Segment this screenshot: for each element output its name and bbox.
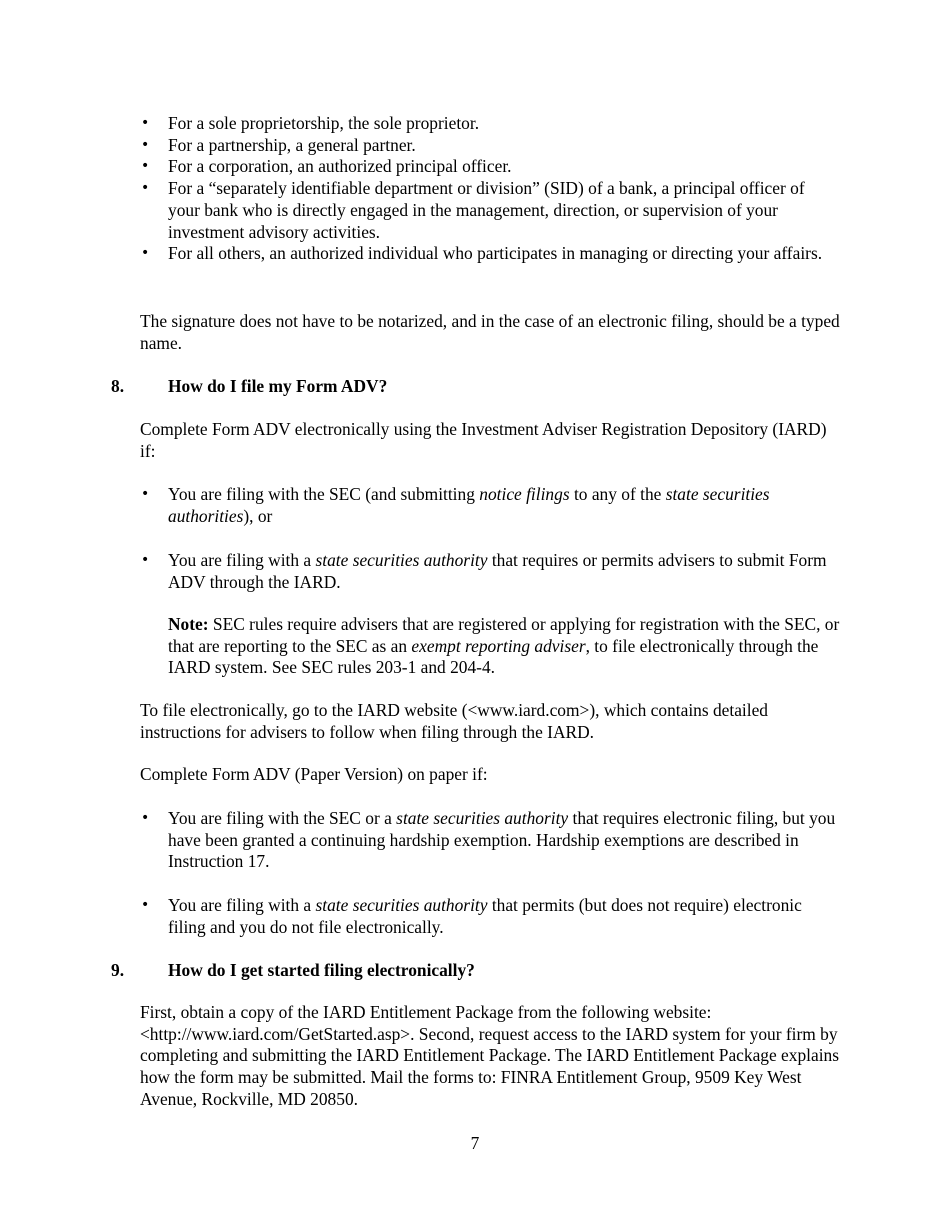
bullet-icon: • [141,897,150,913]
list-item: • You are filing with the SEC (and submitting notice filings to any of the state securities authorities), or [141,484,770,526]
section-number: 9. [111,960,125,980]
section-9-heading [111,960,811,982]
section-title: How do I get started filing electronically? [168,960,475,980]
list-item: • For a sole proprietorship, the sole proprietor. [140,113,840,135]
electronic-filing-intro: Complete Form ADV electronically using the Investment Adviser Registration Depository (IARD) if: [140,419,827,461]
bullet-icon: • [141,552,150,568]
list-item: • You are filing with a state securities authority that permits (but does not require) electronic filing and you do not file electronically. [141,895,802,937]
paper-filing-intro: Complete Form ADV (Paper Version) on paper if: [140,764,488,784]
bullet-icon: • [141,810,150,826]
list-item: • For all others, an authorized individual who participates in managing or directing your affairs. [140,243,840,265]
list-item: • For a corporation, an authorized principal officer. [140,156,840,178]
section-8-heading [111,376,811,398]
signature-paragraph: The signature does not have to be notarized, and in the case of an electronic filing, should be a typed name. [140,311,840,353]
iard-website-paragraph: To file electronically, go to the IARD website (<www.iard.com>), which contains detailed instructions for advisers to follow when filing through the IARD. [140,700,769,742]
section-number: 8. [111,376,125,396]
list-item: • For a “separately identifiable department or division” (SID) of a bank, a principal officer of your bank who is directly engaged in the management, direction, or supervision of your investment advisory activities. [140,178,840,243]
list-item: • You are filing with a state securities authority that requires or permits advisers to submit Form ADV through the IARD. [141,550,827,592]
section-title: How do I file my Form ADV? [168,376,388,396]
note-label: Note: [168,614,209,634]
list-item: • You are filing with the SEC or a state securities authority that requires electronic filing, but you have been granted a continuing hardship exemption. Hardship exemptions are described in Instruction 17. [141,808,836,872]
note-paragraph: Note: SEC rules require advisers that are registered or applying for registration with the SEC, or that are reporting to the SEC as an exempt reporting adviser, to file electronically through the IARD system. See SEC rules 203-1 and 204-4. [168,614,840,678]
bullet-icon: • [141,486,150,502]
page-number: 7 [470,1133,480,1153]
signer-list [140,113,840,265]
list-item: • For a partnership, a general partner. [140,135,840,157]
getting-started-paragraph: First, obtain a copy of the IARD Entitlement Package from the following website: <http://www.iard.com/GetStarted.asp>. Second, request access to the IARD system for your firm by completing and submitting the IARD Entitlement Package. The IARD Entitlement Package explains how the form may be submitted. Mail the forms to: FINRA Entitlement Group, 9509 Key West Avenue, Rockville, MD 20850. [140,1002,840,1109]
